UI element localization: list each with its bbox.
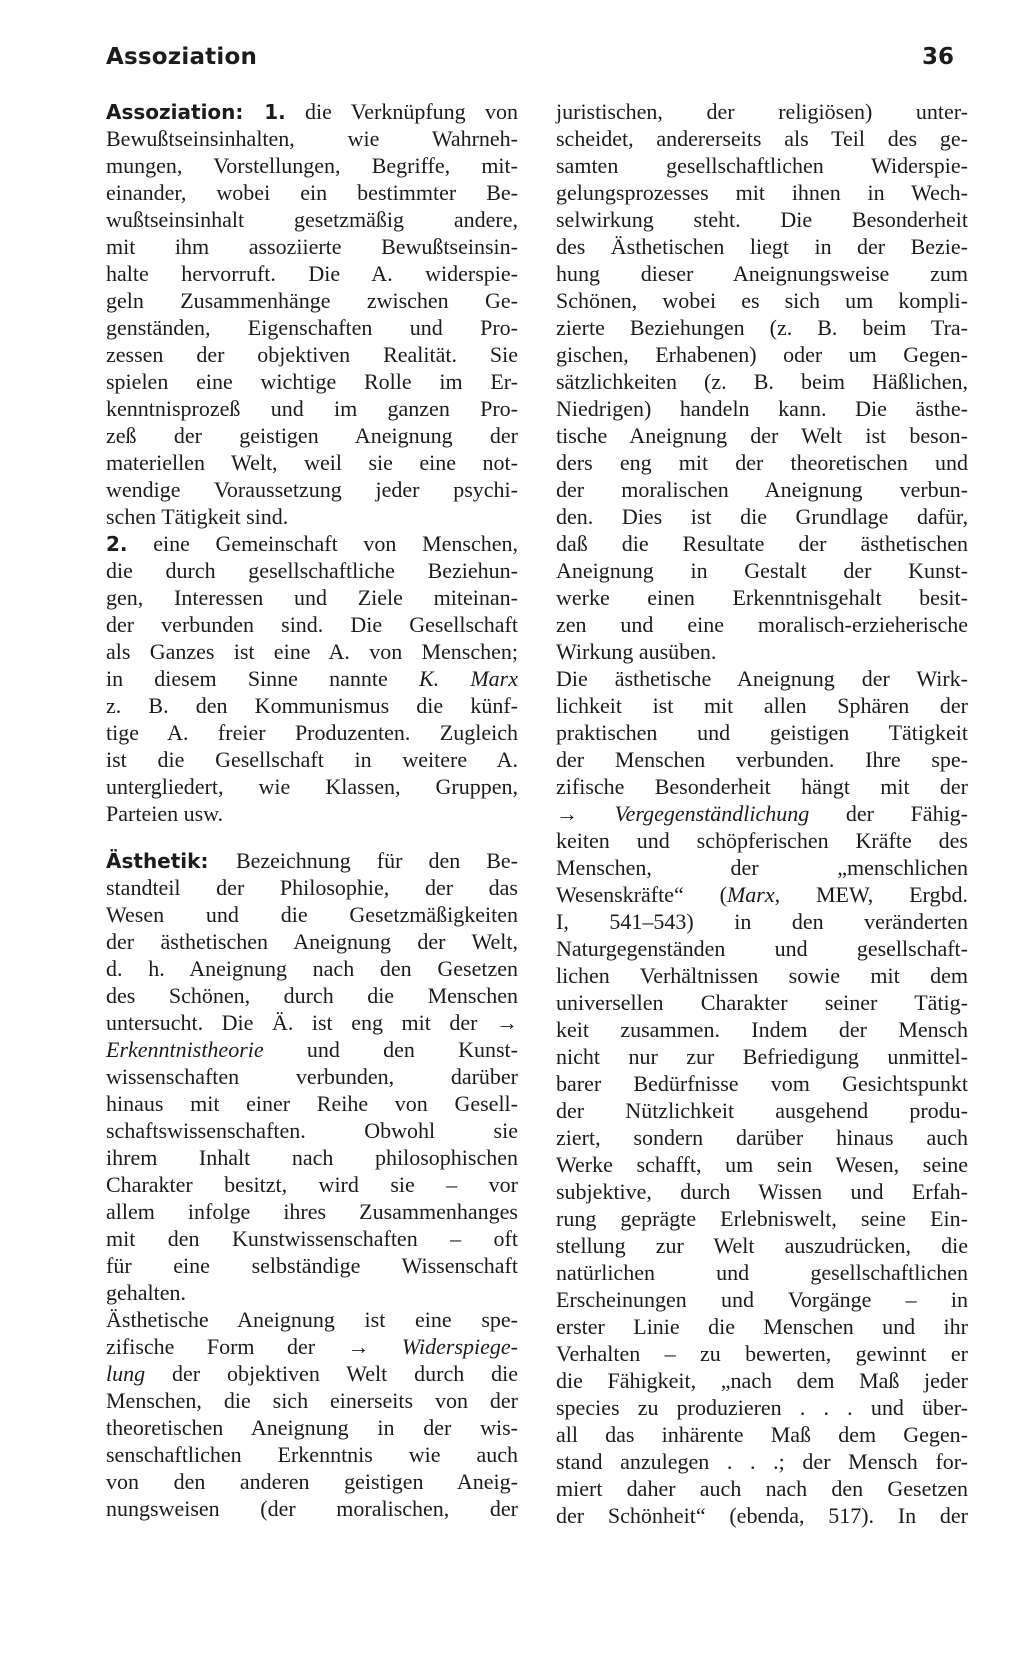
text-line [556,476,968,503]
text-line [106,773,518,800]
page-number: 36 [921,44,954,70]
text-run: species zu produzieren . . . und über- [556,1395,968,1420]
cross-reference: Widerspiege- [401,1334,518,1359]
text-run: natürlichen und gesellschaftlichen [556,1260,968,1285]
text-line [106,1009,518,1036]
text-line [106,1495,518,1522]
text-run: lichkeit ist mit allen Sphären der [556,693,968,718]
text-run: Wirkung ausüben. [556,639,717,664]
text-run: Die ästhetische Aneignung der Wirk- [556,666,968,691]
text-run: mit den Kunstwissenschaften – oft [106,1226,518,1251]
text-run: einander, wobei ein bestimmter Be- [106,180,518,205]
text-run: wendige Voraussetzung jeder psychi- [106,477,518,502]
text-run: Menschen, der „menschlichen [556,855,968,880]
text-line [556,530,968,557]
text-run: Wesenskräfte“ ( [556,882,727,907]
text-run: theoretischen Aneignung in der wis- [106,1415,518,1440]
text-run: untergliedert, wie Klassen, Gruppen, [106,774,518,799]
text-line [106,557,518,584]
text-run: Werke schafft, um sein Wesen, seine [556,1152,968,1177]
text-line [556,827,968,854]
cross-reference: lung [106,1361,146,1386]
text-run: von den anderen geistigen Aneig- [106,1469,518,1494]
text-line [556,962,968,989]
right-column [556,98,968,1529]
text-line [556,152,968,179]
cross-reference: Marx [726,882,775,907]
text-run: der Fähig- [809,801,969,826]
text-run: Niedrigen) handeln kann. Die ästhe- [556,396,968,421]
text-line [556,638,968,665]
text-line [556,1205,968,1232]
text-run: mungen, Vorstellungen, Begriffe, mit- [106,153,518,178]
text-run: den. Dies ist die Grundlage dafür, [556,504,968,529]
text-run: I, 541–543) in den veränderten [556,909,968,934]
text-line [106,1144,518,1171]
text-line [106,901,518,928]
text-line [106,1441,518,1468]
text-run: Verhalten – zu bewerten, gewinnt er [556,1341,968,1366]
text-line [556,1070,968,1097]
text-line [106,476,518,503]
text-line [106,395,518,422]
text-run: zifische Form der → [106,1334,402,1359]
text-line [556,1097,968,1124]
text-line [106,179,518,206]
text-line [106,928,518,955]
text-line [106,1036,518,1063]
text-line [106,847,518,874]
text-line [556,1043,968,1070]
text-run: kenntnisprozeß und im ganzen Pro- [106,396,518,421]
text-line [106,152,518,179]
text-run: samten gesellschaftlichen Widerspie- [556,153,968,178]
text-line [106,314,518,341]
text-line [556,503,968,530]
text-line [106,1360,518,1387]
text-run: eine Gemeinschaft von Menschen, [127,531,518,556]
text-line [556,1313,968,1340]
text-line [556,611,968,638]
text-line [556,341,968,368]
text-run: gischen, Erhabenen) oder um Gegen- [556,342,968,367]
text-line [556,206,968,233]
text-run: mit ihm assoziierte Bewußtseinsin- [106,234,518,259]
text-run: Wesen und die Gesetzmäßigkeiten [106,902,518,927]
text-line [556,908,968,935]
text-line [106,1306,518,1333]
text-run: zen und eine moralisch-erzieherische [556,612,968,637]
text-run: Schönen, wobei es sich um kompli- [556,288,968,313]
text-line [106,260,518,287]
text-run: Bewußtseinsinhalten, wie Wahrneh- [106,126,518,151]
text-run: gen, Interessen und Ziele miteinan- [106,585,518,610]
text-run: der Nützlichkeit ausgehend produ- [556,1098,968,1123]
text-run: keit zusammen. Indem der Mensch [556,1017,968,1042]
text-line [556,773,968,800]
text-run: und den Kunst- [263,1037,518,1062]
text-line [106,1414,518,1441]
text-line [556,1016,968,1043]
text-run: praktischen und geistigen Tätigkeit [556,720,968,745]
text-run: subjektive, durch Wissen und Erfah- [556,1179,968,1204]
text-run: erster Linie die Menschen und ihr [556,1314,968,1339]
text-line [556,1178,968,1205]
text-line [106,341,518,368]
text-line [106,233,518,260]
text-run: werke einen Erkenntnisgehalt besit- [556,585,968,610]
text-line [556,1502,968,1529]
text-line [556,125,968,152]
text-run: der Menschen verbunden. Ihre spe- [556,747,968,772]
text-run: zierte Beziehungen (z. B. beim Tra- [556,315,968,340]
text-line [106,368,518,395]
text-run: nungsweisen (der moralischen, der [106,1496,518,1521]
entry-separator [106,827,518,847]
text-line [556,314,968,341]
text-run: genständen, Eigenschaften und Pro- [106,315,518,340]
text-run: wußtseinsinhalt gesetzmäßig andere, [106,207,518,232]
text-line [556,98,968,125]
text-run: Menschen, die sich einerseits von der [106,1388,518,1413]
text-run: stellung zur Welt auszudrücken, die [556,1233,968,1258]
text-line [556,989,968,1016]
text-line [556,1340,968,1367]
text-run: des Ästhetischen liegt in der Bezie- [556,234,968,259]
text-run: standteil der Philosophie, der das [106,875,518,900]
text-run: juristischen, der religiösen) unter- [556,99,968,124]
text-run: die Fähigkeit, „nach dem Maß jeder [556,1368,968,1393]
text-line [106,98,518,125]
text-run: halte hervorruft. Die A. widerspie- [106,261,518,286]
text-line [556,1124,968,1151]
text-line [106,206,518,233]
text-run: zifische Besonderheit hängt mit der [556,774,968,799]
text-line [106,719,518,746]
text-line [556,719,968,746]
text-run: in diesem Sinne nannte [106,666,419,691]
sense-number: 1. [264,100,286,124]
text-line [556,1232,968,1259]
text-run: der ästhetischen Aneignung der Welt, [106,929,518,954]
text-line [556,854,968,881]
text-run: wissenschaften verbunden, darüber [106,1064,518,1089]
text-run: schaftswissenschaften. Obwohl sie [106,1118,518,1143]
text-run: lichen Verhältnissen sowie mit dem [556,963,968,988]
text-line [556,233,968,260]
text-line [556,1394,968,1421]
text-run: Naturgegenständen und gesellschaft- [556,936,968,961]
text-line [106,449,518,476]
text-run: hung dieser Aneignungsweise zum [556,261,968,286]
text-run: gehalten. [106,1280,187,1305]
text-line [556,1259,968,1286]
text-run: daß die Resultate der ästhetischen [556,531,968,556]
text-run: spielen eine wichtige Rolle im Er- [106,369,518,394]
text-line [556,1367,968,1394]
text-line [556,1475,968,1502]
text-line [556,881,968,908]
text-line [556,935,968,962]
text-line [106,1090,518,1117]
text-line [106,1063,518,1090]
text-run: der moralischen Aneignung verbun- [556,477,968,502]
entry-headword: Ästhetik: [106,849,236,873]
left-column [106,98,518,1522]
text-line [106,1252,518,1279]
cross-reference: Vergegenständlichung [614,801,810,826]
text-run: ihrem Inhalt nach philosophischen [106,1145,518,1170]
text-line [106,982,518,1009]
text-run: stand anzulegen . . .; der Mensch for- [556,1449,968,1474]
text-run: der verbunden sind. Die Gesellschaft [106,612,518,637]
text-line [106,1171,518,1198]
text-line [106,1225,518,1252]
text-line [556,368,968,395]
text-line [556,557,968,584]
text-line [556,1421,968,1448]
text-line [556,584,968,611]
text-run: miert daher auch nach den Gesetzen [556,1476,968,1501]
text-line [106,611,518,638]
text-run: die durch gesellschaftliche Beziehun- [106,558,518,583]
text-line [556,260,968,287]
text-line [556,800,968,827]
text-line [106,1279,518,1306]
text-run: Charakter besitzt, wird sie – vor [106,1172,518,1197]
text-line [106,1198,518,1225]
text-line [106,746,518,773]
text-line [556,422,968,449]
text-run: zessen der objektiven Realität. Sie [106,342,518,367]
text-run: Bezeichnung für den Be- [235,848,518,873]
text-line [106,874,518,901]
page-header [106,44,954,84]
text-run: ziert, sondern darüber hinaus auch [556,1125,968,1150]
text-run: tische Aneignung der Welt ist beson- [556,423,968,448]
text-line [556,395,968,422]
text-line [556,665,968,692]
text-line [556,449,968,476]
text-run: → [556,801,615,826]
running-head: Assoziation [106,44,258,70]
entry-headword: Assoziation: [106,100,265,124]
text-run: hinaus mit einer Reihe von Gesell- [106,1091,518,1116]
text-run: schen Tätigkeit sind. [106,504,289,529]
text-line [106,1117,518,1144]
text-run: die Verknüpfung von [285,99,518,124]
text-line [106,530,518,557]
text-run: d. h. Aneignung nach den Gesetzen [106,956,518,981]
text-line [556,179,968,206]
text-run: ist die Gesellschaft in weitere A. [106,747,518,772]
text-run: geln Zusammenhänge zwischen Ge- [106,288,518,313]
text-run: Aneignung in Gestalt der Kunst- [556,558,968,583]
text-line [106,955,518,982]
cross-reference: Erkenntnistheorie [106,1037,264,1062]
text-line [106,503,518,530]
text-line [556,287,968,314]
text-line [106,1387,518,1414]
text-run: sätzlichkeiten (z. B. beim Häßlichen, [556,369,968,394]
text-run: der objektiven Welt durch die [145,1361,518,1386]
text-run: ders eng mit der theoretischen und [556,450,968,475]
text-line [106,638,518,665]
text-line [106,422,518,449]
text-line [106,1333,518,1360]
text-run: all das inhärente Maß dem Gegen- [556,1422,968,1447]
text-line [106,1468,518,1495]
text-line [106,692,518,719]
text-run: als Ganzes ist eine A. von Menschen; [106,639,518,664]
text-line [106,800,518,827]
text-line [556,746,968,773]
text-run: Parteien usw. [106,801,224,826]
text-run: selwirkung steht. Die Besonderheit [556,207,968,232]
text-line [556,692,968,719]
text-run: materiellen Welt, weil sie eine not- [106,450,518,475]
text-run: zeß der geistigen Aneignung der [106,423,518,448]
text-line [556,1448,968,1475]
text-line [556,1286,968,1313]
cross-reference: K. Marx [418,666,519,691]
text-line [106,584,518,611]
text-run: tige A. freier Produzenten. Zugleich [106,720,518,745]
text-line [106,287,518,314]
text-run: Ästhetische Aneignung ist eine spe- [106,1307,518,1332]
text-run: universellen Charakter seiner Tätig- [556,990,968,1015]
text-run: allem infolge ihres Zusammenhanges [106,1199,518,1224]
text-run: z. B. den Kommunismus die künf- [106,693,518,718]
text-line [106,125,518,152]
text-line [556,1151,968,1178]
text-run: scheidet, andererseits als Teil des ge- [556,126,968,151]
text-run: Erscheinungen und Vorgänge – in [556,1287,968,1312]
text-run: keiten und schöpferischen Kräfte des [556,828,968,853]
text-run: der Schönheit“ (ebenda, 517). In der [556,1503,968,1528]
text-run: , MEW, Ergbd. [774,882,968,907]
text-run: senschaftlichen Erkenntnis wie auch [106,1442,518,1467]
text-run: rung geprägte Erlebniswelt, seine Ein- [556,1206,968,1231]
text-run: des Schönen, durch die Menschen [106,983,518,1008]
text-line [106,665,518,692]
sense-number: 2. [106,532,128,556]
text-run: untersucht. Die Ä. ist eng mit der → [106,1010,518,1035]
text-run: nicht nur zur Befriedigung unmittel- [556,1044,968,1069]
text-run: für eine selbständige Wissenschaft [106,1253,518,1278]
text-run: barer Bedürfnisse vom Gesichtspunkt [556,1071,968,1096]
text-run: gelungsprozesses mit ihnen in Wech- [556,180,968,205]
